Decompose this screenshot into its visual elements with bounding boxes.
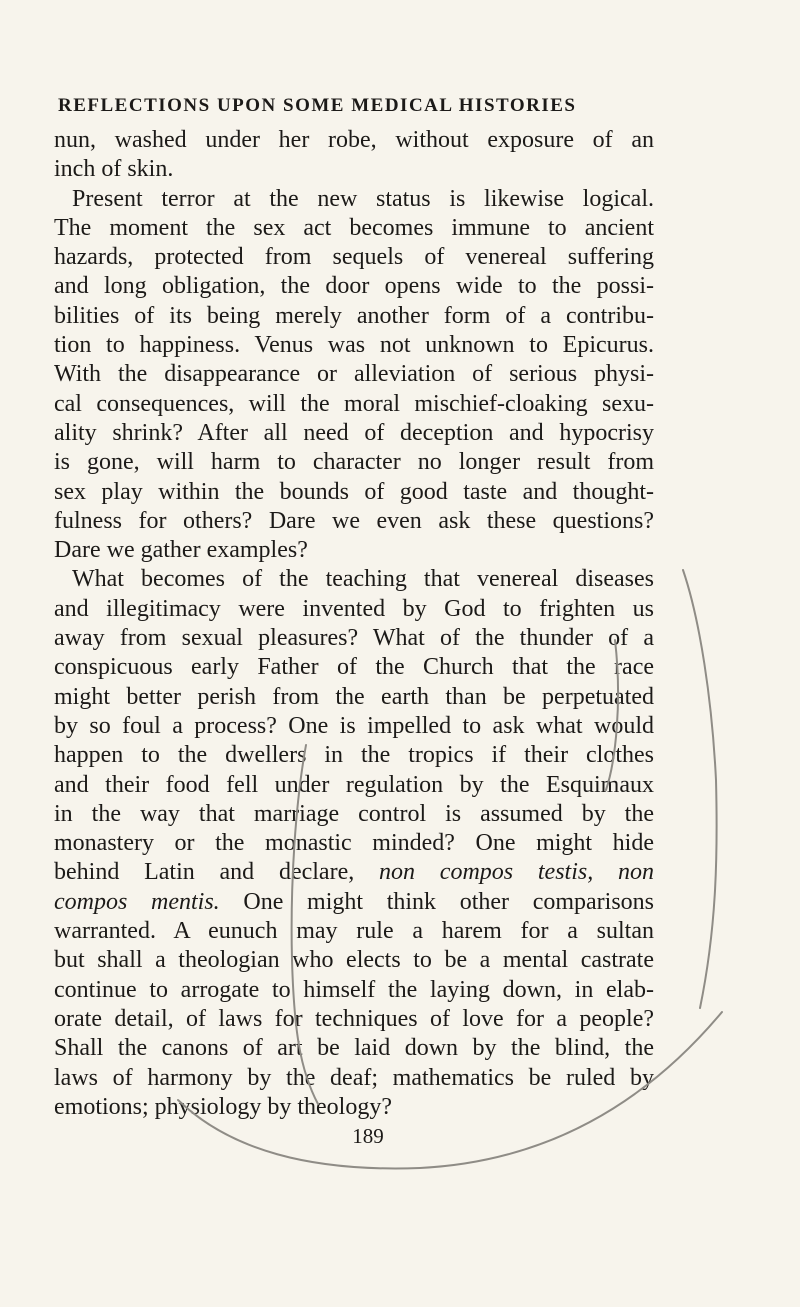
text-line: continue to arrogate to himself the laying down, in elab- [54,976,654,1003]
pencil-stroke [683,570,717,1008]
text-line: The moment the sex act becomes immune to ancient [54,214,654,241]
text-line-with-italic [54,858,654,887]
book-page [54,92,654,1151]
text-line: bilities of its being merely another form of a contribu- [54,302,654,329]
text-line: Present terror at the new status is likewise logical. [72,185,654,212]
text-segment: behind Latin and declare, [54,859,355,886]
text-line: emotions; physiology by theology? [54,1093,392,1120]
text-line: away from sexual pleasures? What of the thunder of a [54,625,654,652]
text-line: Dare we gather examples? [54,537,308,564]
text-line: by so foul a process? One is impelled to ask what would [54,712,654,739]
text-line: warranted. A eunuch may rule a harem for a sultan [54,918,654,945]
text-line: inch of skin. [54,156,174,183]
text-line: hazards, protected from sequels of venereal suffering [54,244,654,271]
italic-phrase: non compos testis, non [379,859,655,886]
text-line: cal consequences, will the moral mischief-cloaking sexu- [54,390,654,417]
text-line: With the disappearance or alleviation of serious physi- [54,361,654,388]
text-line: laws of harmony by the deaf; mathematics be ruled by [54,1064,654,1091]
text-line: and illegitimacy were invented by God to frighten us [54,595,654,622]
text-segment: One might think other comparisons [243,888,655,915]
text-line: What becomes of the teaching that venereal diseases [72,566,654,593]
page-number: 189 [352,1124,384,1149]
text-line: fulness for others? Dare we even ask these questions? [54,507,654,534]
body-text [54,126,654,1122]
text-line: and their food fell under regulation by the Esquimaux [54,771,654,798]
text-line: ality shrink? After all need of deception and hypocrisy [54,419,654,446]
text-line: Shall the canons of art be laid down by the blind, the [54,1035,654,1062]
text-line: orate detail, of laws for techniques of love for a people? [54,1005,654,1032]
text-line-with-italic [54,888,654,917]
text-line: and long obligation, the door opens wide to the possi- [54,273,654,300]
text-line: might better perish from the earth than be perpetuated [54,683,654,710]
running-head: REFLECTIONS UPON SOME MEDICAL HISTORIES [58,95,577,116]
text-line: but shall a theologian who elects to be a mental castrate [54,947,654,974]
text-line: sex play within the bounds of good taste and thought- [54,478,654,505]
text-line: conspicuous early Father of the Church that the race [54,654,654,681]
text-line: is gone, will harm to character no longer result from [54,449,654,476]
italic-phrase: compos mentis. [54,888,220,915]
text-line: happen to the dwellers in the tropics if their clothes [54,742,654,769]
text-line: nun, washed under her robe, without exposure of an [54,127,654,153]
text-line: tion to happiness. Venus was not unknown to Epicurus. [54,332,654,359]
text-line: monastery or the monastic minded? One might hide [54,830,654,857]
text-line: in the way that marriage control is assumed by the [54,800,654,827]
